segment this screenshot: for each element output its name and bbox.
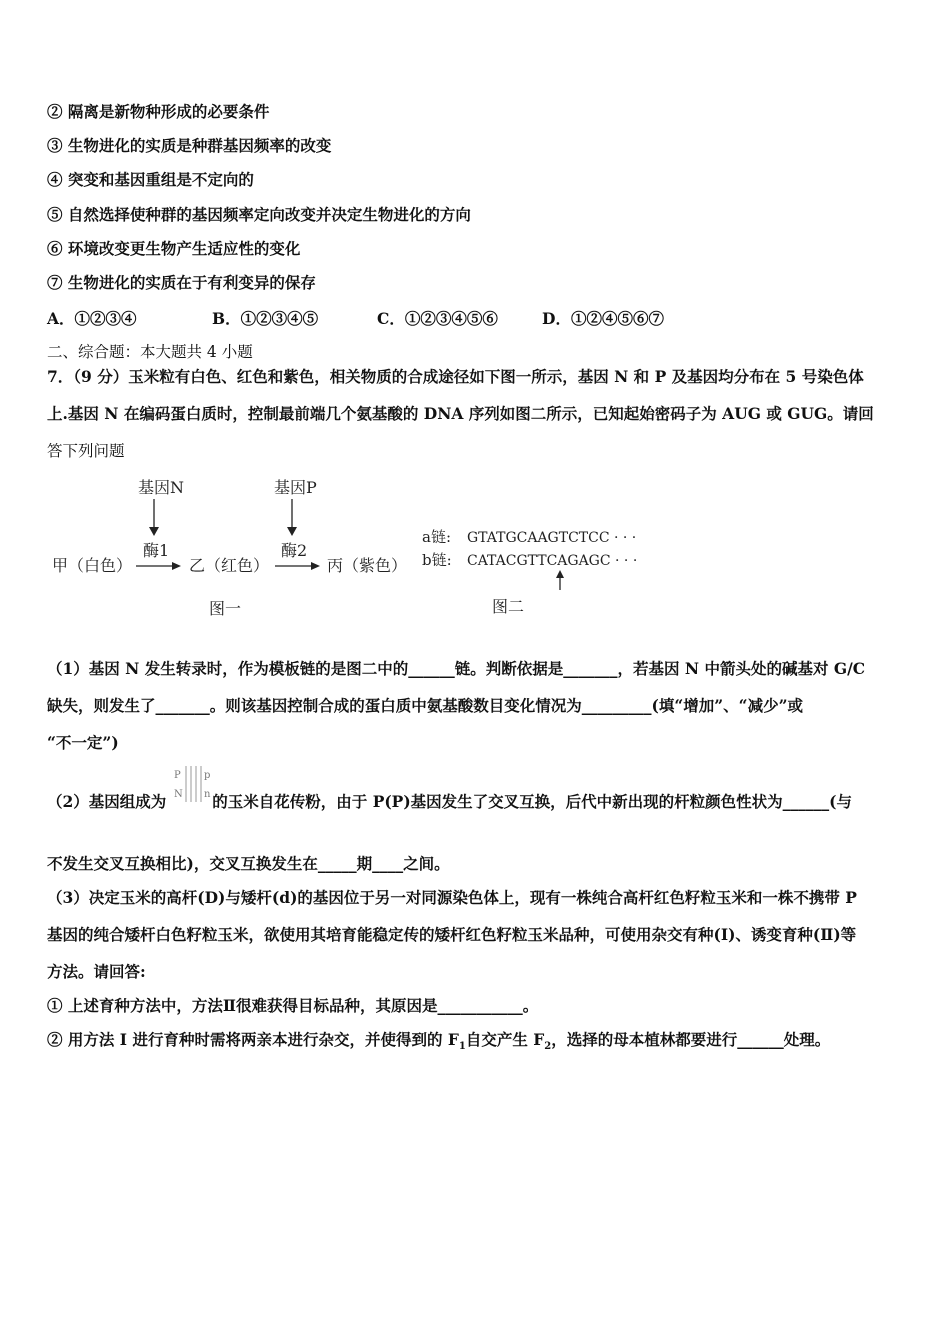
part2-prefix: （2）基因组成为 <box>47 792 167 811</box>
gene-p-arrowhead <box>287 527 297 536</box>
part2-line-2: 不发生交叉互换相比)，交叉互换发生在_____期____之间。 <box>47 854 450 873</box>
enzyme-2-label: 酶2 <box>281 541 308 560</box>
pathway-figure <box>0 472 950 622</box>
part2-suffix: 的玉米自花传粉，由于 P(P)基因发生了交叉互换，后代中新出现的杆粒颜色性状为______(与 <box>212 792 853 811</box>
reaction-arrowhead-1 <box>172 562 181 570</box>
genotype-p-upper: P <box>174 770 181 781</box>
option-letter: A． <box>47 309 75 328</box>
figure-2-caption: 图二 <box>492 597 525 616</box>
option-text: ①②③④ <box>74 309 137 328</box>
part3-line-2: 基因的纯合矮杆白色籽粒玉米，欲使用其培育能稳定传的矮杆红色籽粒玉米品种，可使用杂交有种(I)、诱变育种(Ⅱ)等 <box>47 925 857 944</box>
part3-line-3: 方法。请回答: <box>47 962 146 981</box>
enzyme-1-label: 酶1 <box>143 541 170 560</box>
q7-line-3: 答下列问题 <box>47 442 125 460</box>
option-a[interactable] <box>47 307 137 329</box>
statement-7: ⑦ 生物进化的实质在于有利变异的保存 <box>47 273 316 292</box>
figure-1-caption: 图一 <box>209 599 242 618</box>
part3-sub-2: ② 用方法 I 进行育种时需将两亲本进行杂交，并使得到的 $F_1$自交产生 $F_2$，选择的母本植林都要进行______处理。 <box>47 1030 831 1053</box>
part1-line-2: 缺失，则发生了_______。则该基因控制合成的蛋白质中氨基酸数目变化情况为_________(填“增加”、“减少”或 <box>47 696 803 715</box>
option-letter: B． <box>212 309 241 328</box>
option-letter: C． <box>377 309 405 328</box>
strand-a-sequence: GTATGCAAGTCTCC · · · <box>467 530 637 546</box>
genotype-n-upper: N <box>174 789 183 800</box>
reaction-arrowhead-2 <box>311 562 320 570</box>
part3-line-1: （3）决定玉米的高杆(D)与矮杆(d)的基因位于另一对同源染色体上，现有一株纯合高杆红色籽粒玉米和一株不携带 P <box>47 888 857 907</box>
option-letter: D． <box>542 309 571 328</box>
part1-line-3: “不一定”) <box>47 733 119 752</box>
substance-bing: 丙（紫色） <box>327 556 408 575</box>
option-text: ①②④⑤⑥⑦ <box>570 309 664 328</box>
q7-text: 7．（9 分）玉米粒有白色、红色和紫色，相关物质的合成途径如下图一所示，基因 N 和 P 及基因均分布在 5 号染色体 <box>47 367 864 386</box>
option-text: ①②③④⑤⑥ <box>404 309 498 328</box>
statement-5: ⑤ 自然选择使种群的基因频率定向改变并决定生物进化的方向 <box>47 205 471 224</box>
substance-jia: 甲（白色） <box>52 556 133 575</box>
statement-6: ⑥ 环境改变更生物产生适应性的变化 <box>47 239 301 258</box>
substance-yi: 乙（红色） <box>189 556 270 575</box>
mutation-arrowhead <box>556 570 564 578</box>
option-text: ①②③④⑤ <box>240 309 319 328</box>
strand-b-label: b链: <box>422 551 452 569</box>
option-b[interactable] <box>212 307 318 329</box>
q7-line-1 <box>47 367 864 387</box>
gene-n-label: 基因N <box>138 478 185 497</box>
q7-line-2: 上.基因 N 在编码蛋白质时，控制最前端几个氨基酸的 DNA 序列如图二所示，已知起始密码子为 AUG 或 GUG。请回 <box>47 404 874 423</box>
gene-n-arrowhead <box>149 527 159 536</box>
gene-p-label: 基因P <box>274 478 317 497</box>
statement-3: ③ 生物进化的实质是种群基因频率的改变 <box>47 136 332 155</box>
part2-line-1 <box>47 792 852 812</box>
statement-2: ② 隔离是新物种形成的必要条件 <box>47 102 270 121</box>
statement-4: ④ 突变和基因重组是不定向的 <box>47 170 254 189</box>
strand-a-label: a链: <box>422 528 451 546</box>
genotype-p-lower: p <box>204 770 211 781</box>
strand-b-sequence: CATACGTTCAGAGC · · · <box>467 553 638 569</box>
option-c[interactable] <box>377 307 498 329</box>
genotype-diagram <box>172 764 216 808</box>
part3-sub-1: ① 上述育种方法中，方法Ⅱ很难获得目标品种，其原因是___________。 <box>47 996 539 1015</box>
option-d[interactable] <box>542 307 664 329</box>
genotype-n-lower: n <box>204 789 211 800</box>
section-title: 二、综合题：本大题共 4 小题 <box>47 343 253 361</box>
part1-line-1: （1）基因 N 发生转录时，作为模板链的是图二中的______链。判断依据是_______，若基因 N 中箭头处的碱基对 G/C <box>47 659 866 678</box>
